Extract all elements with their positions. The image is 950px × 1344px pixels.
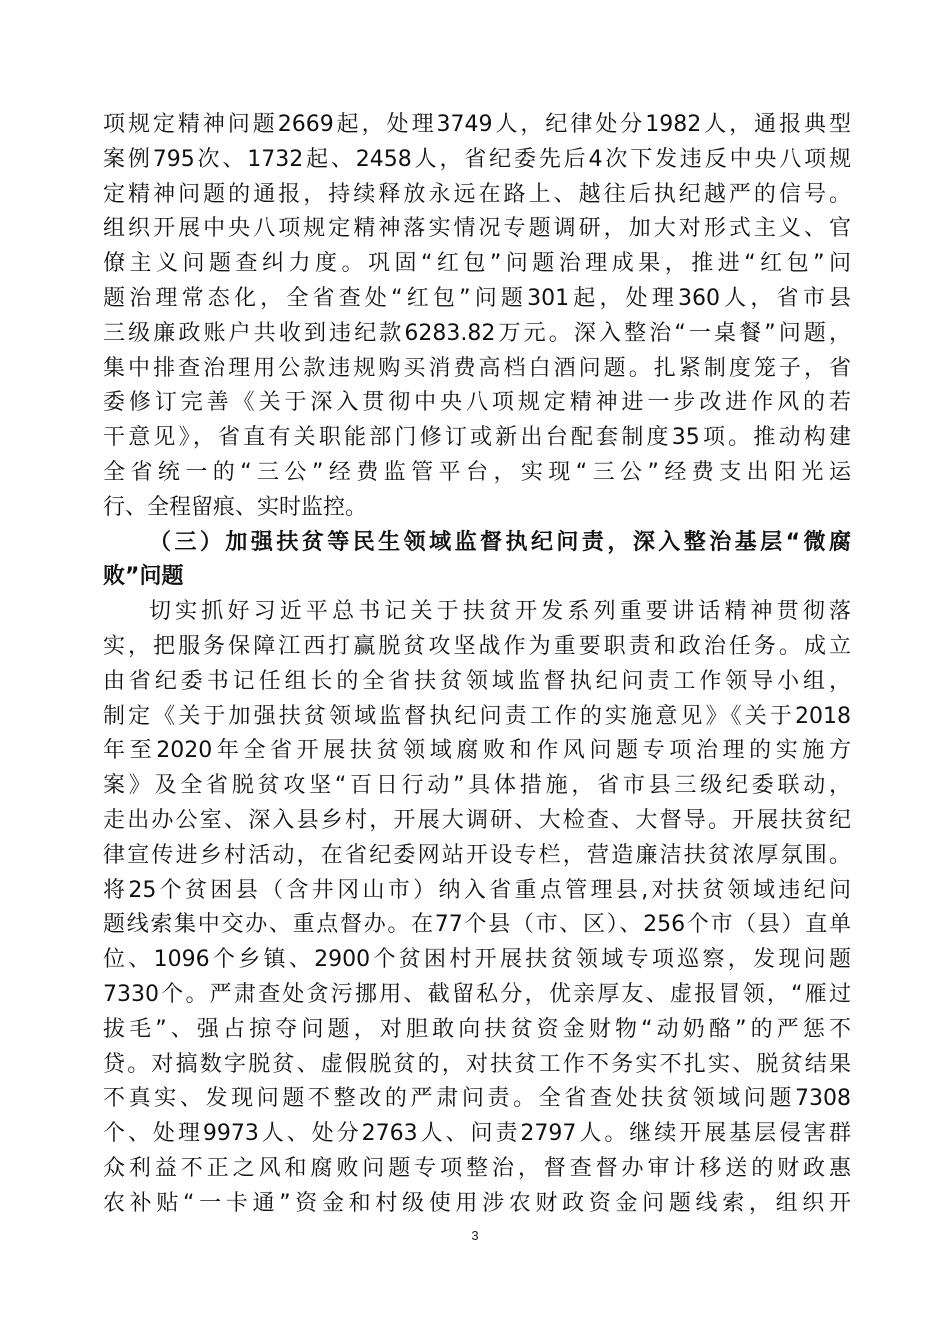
text-line: 干意见》，省直有关职能部门修订或新出台配套制度35项。推动构建: [103, 425, 851, 451]
text-line: 不真实、发现问题不整改的严肃问责。全省查处扶贫领域问题7308: [103, 1086, 851, 1112]
text-line: 委修订完善《关于深入贯彻中央八项规定精神进一步改进作风的若: [103, 390, 851, 416]
text-line: 组织开展中央八项规定精神落实情况专题调研，加大对形式主义、官: [103, 216, 851, 242]
text-line: 僚主义问题查纠力度。巩固“红包”问题治理成果，推进“红包”问: [103, 251, 851, 277]
section-heading: （三）加强扶贫等民生领域监督执纪问责，深入整治基层“微腐: [149, 529, 851, 555]
text-line: 题线索集中交办、重点督办。在77个县（市、区）、256个市（县）直单: [103, 912, 851, 938]
text-line: 贷。对搞数字脱贫、虚假脱贫的，对扶贫工作不务实不扎实、脱贫结果: [103, 1051, 851, 1077]
text-line: 定精神问题的通报，持续释放永远在路上、越往后执纪越严的信号。: [103, 181, 851, 207]
text-line: 集中排查治理用公款违规购买消费高档白酒问题。扎紧制度笼子，省: [103, 355, 851, 381]
text-line: 项规定精神问题2669起，处理3749人，纪律处分1982人，通报典型: [103, 112, 851, 137]
text-line: 制定《关于加强扶贫领域监督执纪问责工作的实施意见》《关于2018: [103, 703, 851, 729]
text-line: 三级廉政账户共收到违纪款6283.82万元。深入整治“一桌餐”问题，: [103, 320, 851, 346]
text-line: 由省纪委书记任组长的全省扶贫领域监督执纪问责工作领导小组，: [103, 668, 851, 694]
text-line: 众利益不正之风和腐败问题专项整治，督查督办审计移送的财政惠: [103, 1155, 851, 1181]
text-line: 律宣传进乡村活动，在省纪委网站开设专栏，营造廉洁扶贫浓厚氛围。: [103, 842, 851, 868]
text-line: 位、1096个乡镇、2900个贫困村开展扶贫领域专项巡察，发现问题: [103, 947, 851, 973]
text-line: 全省统一的“三公”经费监管平台，实现“三公”经费支出阳光运: [103, 459, 851, 485]
text-line: 个、处理9973人、处分2763人、问责2797人。继续开展基层侵害群: [103, 1121, 851, 1147]
text-line: 案例795次、1732起、2458人，省纪委先后4次下发违反中央八项规: [103, 146, 851, 172]
text-line: 将25个贫困县（含井冈山市）纳入省重点管理县,对扶贫领域违纪问: [103, 877, 851, 903]
text-line: 拔毛”、强占掠夺问题，对胆敢向扶贫资金财物“动奶酪”的严惩不: [103, 1016, 851, 1042]
text-line: 实，把服务保障江西打赢脱贫攻坚战作为重要职责和政治任务。成立: [103, 633, 851, 659]
page-number: 3: [471, 1228, 479, 1243]
text-line: 行、全程留痕、实时监控。: [103, 494, 368, 520]
text-line: 7330个。严肃查处贪污挪用、截留私分，优亲厚友、虚报冒领，“雁过: [103, 981, 851, 1007]
text-line: 案》及全省脱贫攻坚“百日行动”具体措施，省市县三级纪委联动，: [103, 773, 851, 799]
text-line: 切实抓好习近平总书记关于扶贫开发系列重要讲话精神贯彻落: [149, 599, 851, 625]
text-line: 走出办公室、深入县乡村，开展大调研、大检查、大督导。开展扶贫纪: [103, 807, 851, 833]
section-heading: 败”问题: [103, 564, 184, 590]
text-line: 年至2020年全省开展扶贫领域腐败和作风问题专项治理的实施方: [103, 738, 851, 764]
body-text: [103, 108, 851, 1222]
text-line: 题治理常态化，全省查处“红包”问题301起，处理360人，省市县: [103, 285, 851, 311]
text-line: 农补贴“一卡通”资金和村级使用涉农财政资金问题线索，组织开: [103, 1190, 851, 1216]
